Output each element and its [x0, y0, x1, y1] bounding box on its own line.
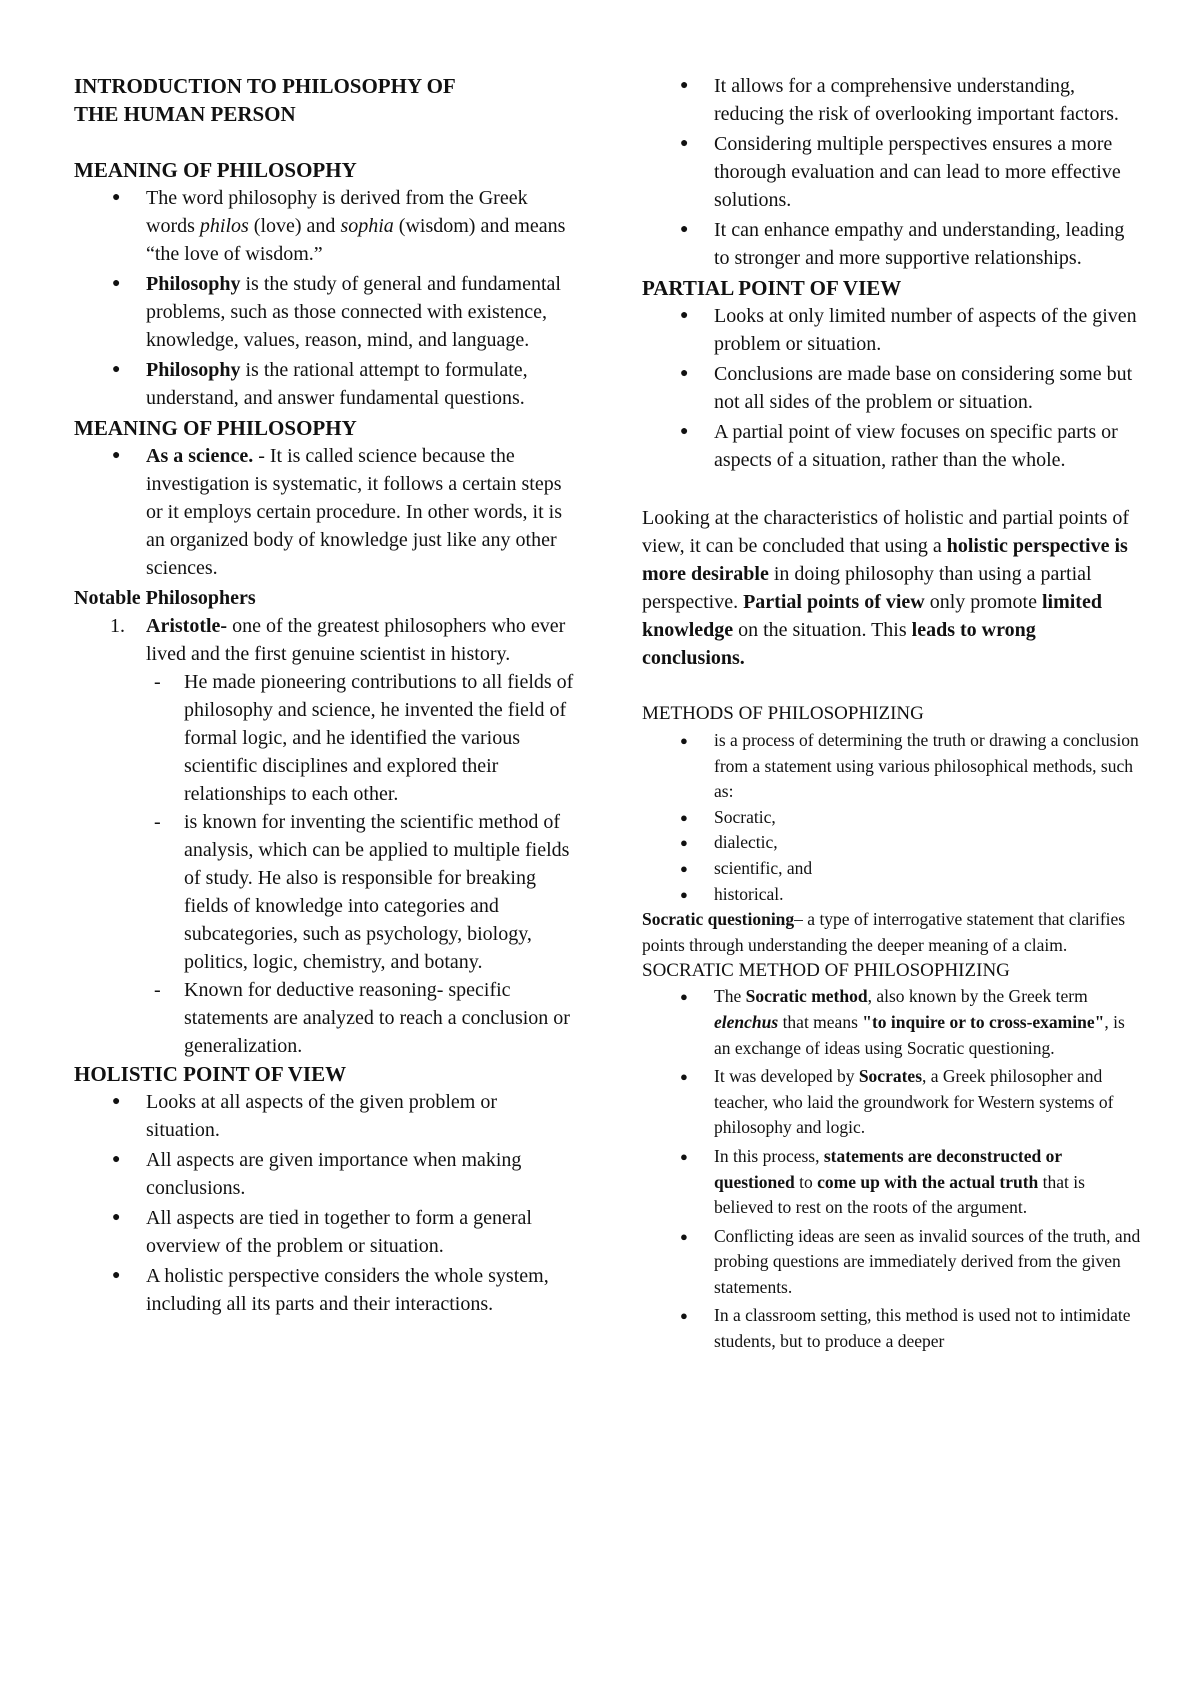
list-item: ● In a classroom setting, this method is used not to intimidate students, but to produce a deeper — [642, 1303, 1142, 1354]
list-item: ● All aspects are tied in together to form a general overview of the problem or situation. — [74, 1204, 574, 1260]
list-item: ● All aspects are given importance when making conclusions. — [74, 1146, 574, 1202]
list-item: - Known for deductive reasoning- specific statements are analyzed to reach a conclusion or generalization. — [74, 976, 574, 1060]
section-heading-notable: Notable Philosophers — [74, 587, 256, 609]
list-item: ● As a science. - It is called science because the investigation is systematic, it follows a certain steps or it employs certain procedure. In other words, it is an organized body of knowledge just like any other sciences. — [74, 442, 574, 582]
list-item: ● In this process, statements are deconstructed or questioned to come up with the actual truth that is believed to rest on the roots of the argument. — [642, 1144, 1142, 1221]
list-item: ● Philosophy is the rational attempt to formulate, understand, and answer fundamental questions. — [74, 356, 574, 412]
section-heading-partial: PARTIAL POINT OF VIEW — [642, 276, 902, 300]
list-item: ● Socratic, — [642, 805, 1142, 831]
partial-list — [642, 302, 1142, 474]
list-item: ● historical. — [642, 882, 1142, 908]
section-heading-holistic: HOLISTIC POINT OF VIEW — [74, 1062, 347, 1086]
philosophers-list — [74, 612, 574, 1060]
meaning-list — [74, 184, 574, 412]
section-heading-socratic: SOCRATIC METHOD OF PHILOSOPHIZING — [642, 960, 1010, 982]
list-item: ● The Socratic method, also known by the Greek term elenchus that means "to inquire or to cross-examine", is an exchange of ideas using Socratic questioning. — [642, 984, 1142, 1061]
socratic-list — [642, 984, 1142, 1354]
section-heading-meaning: MEANING OF PHILOSOPHY — [74, 158, 357, 182]
document-title: INTRODUCTION TO PHILOSOPHY OF THE HUMAN PERSON — [74, 74, 456, 126]
list-item: ● Looks at all aspects of the given problem or situation. — [74, 1088, 574, 1144]
list-item: ● It allows for a comprehensive understanding, reducing the risk of overlooking important factors. — [642, 72, 1142, 128]
left-column — [74, 72, 574, 1320]
list-item: - is known for inventing the scientific method of analysis, which can be applied to multiple fields of study. He also is responsible for breaking fields of knowledge into categories and subcategories, such as psychology, biology, politics, logic, chemistry, and botany. — [74, 808, 574, 976]
section-heading-meaning-2: MEANING OF PHILOSOPHY — [74, 416, 357, 440]
socratic-questioning-definition: Socratic questioning– a type of interrogative statement that clarifies points through understanding the deeper meaning of a claim. — [642, 909, 1126, 955]
list-item: ● It was developed by Socrates, a Greek philosopher and teacher, who laid the groundwork for Western systems of philosophy and logic. — [642, 1064, 1142, 1141]
holistic-list — [74, 1088, 574, 1318]
list-item: ● dialectic, — [642, 830, 1142, 856]
list-item: ● scientific, and — [642, 856, 1142, 882]
list-item: ● Conclusions are made base on considering some but not all sides of the problem or situation. — [642, 360, 1142, 416]
list-item: ● The word philosophy is derived from the Greek words philos (love) and sophia (wisdom) and means “the love of wisdom.” — [74, 184, 574, 268]
methods-list — [642, 728, 1142, 907]
list-item: ● A holistic perspective considers the whole system, including all its parts and their interactions. — [74, 1262, 574, 1318]
list-item: ● Philosophy is the study of general and fundamental problems, such as those connected with existence, knowledge, values, reason, mind, and language. — [74, 270, 574, 354]
list-item: 1. Aristotle- one of the greatest philosophers who ever lived and the first genuine scientist in history. - He made pioneering contributions to all fields of philosophy and science, he invented the field of formal logic, and he identified the various scientific disciplines and explored their relationships to each other. - is known for inventing the scientific method of analysis, which can be applied to multiple fields of study. He also is responsible for breaking fields of knowledge into categories and subcategories, such as psychology, biology, politics, logic, chemistry, and botany. - Known for deductive reasoning- specific statements are analyzed to reach a conclusion or generalization. — [74, 612, 574, 1060]
right-column — [642, 72, 1142, 1358]
conclusion-paragraph: Looking at the characteristics of holistic and partial points of view, it can be concluded that using a holistic perspective is more desirable in doing philosophy than using a partial perspective. Partial points of view only promote limited knowledge on the situation. This leads to wrong conclusions. — [642, 507, 1130, 669]
list-item: ● Considering multiple perspectives ensures a more thorough evaluation and can lead to more effective solutions. — [642, 130, 1142, 214]
section-heading-methods: METHODS OF PHILOSOPHIZING — [642, 703, 924, 724]
list-item: - He made pioneering contributions to all fields of philosophy and science, he invented the field of formal logic, and he identified the various scientific disciplines and explored their relationships to each other. — [74, 668, 574, 808]
holistic-continued-list — [642, 72, 1142, 272]
list-item: ● Looks at only limited number of aspects of the given problem or situation. — [642, 302, 1142, 358]
list-item: ● Conflicting ideas are seen as invalid sources of the truth, and probing questions are immediately derived from the given statements. — [642, 1224, 1142, 1301]
list-item: ● A partial point of view focuses on specific parts or aspects of a situation, rather than the whole. — [642, 418, 1142, 474]
aristotle-details — [146, 668, 574, 1060]
list-item: ● It can enhance empathy and understanding, leading to stronger and more supportive relationships. — [642, 216, 1142, 272]
meaning-science-list — [74, 442, 574, 582]
list-item: ● is a process of determining the truth or drawing a conclusion from a statement using various philosophical methods, such as: — [642, 728, 1142, 805]
